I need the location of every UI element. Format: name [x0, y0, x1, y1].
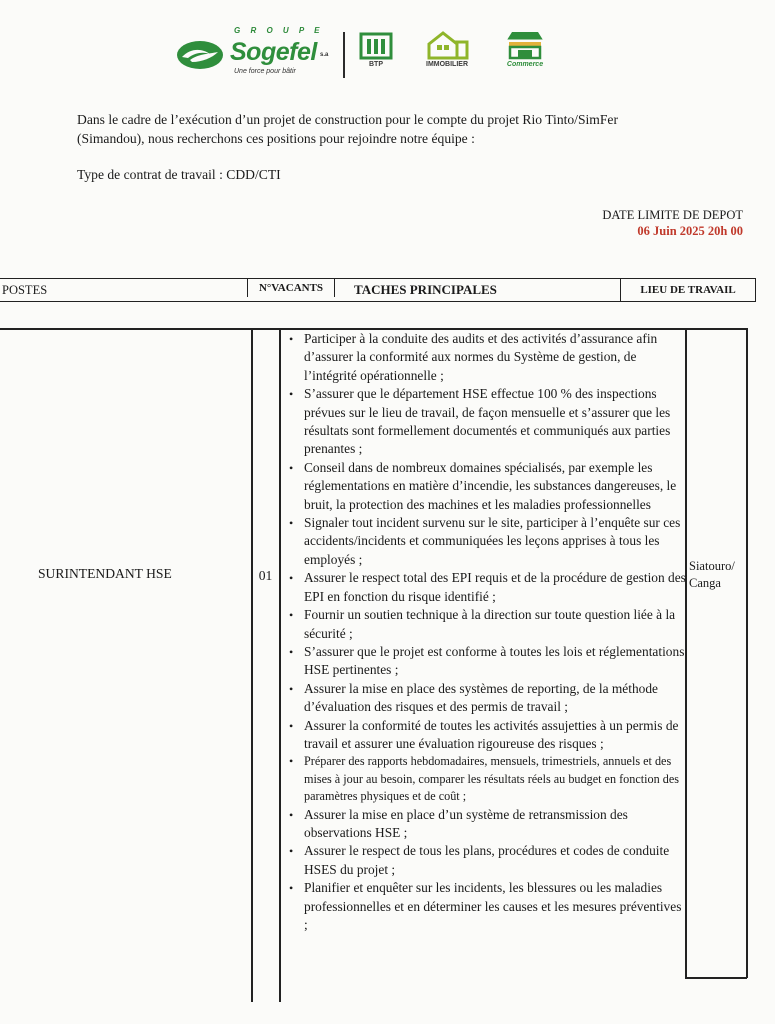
- header-postes: POSTES: [2, 283, 48, 297]
- deadline-block: [602, 207, 743, 239]
- list-item: • Assurer le respect de tous les plans, procédures et codes de conduite HSES du projet ;: [288, 842, 686, 879]
- header-logos: [172, 22, 572, 84]
- list-item: • Fournir un soutien technique à la direction sur toute question liée à la sécurité ;: [288, 606, 686, 643]
- handshake-icon: [176, 40, 224, 70]
- list-item: • Assurer la conformité de toutes les activités assujetties à un permis de travail et assurer une évaluation rigoureuse des risques ;: [288, 717, 686, 754]
- cell-poste: SURINTENDANT HSE: [38, 566, 172, 581]
- list-item: • Assurer le respect total des EPI requis et de la procédure de gestion des EPI en fonction du risque identifié ;: [288, 569, 686, 606]
- intro-paragraph: Dans le cadre de l’exécution d’un projet de construction pour le compte du projet Rio Tinto/SimFer (Simandou), nous recherchons ces positions pour rejoindre notre équipe :: [77, 112, 618, 146]
- logo-divider: [343, 32, 345, 78]
- column-divider: [746, 328, 748, 978]
- contract-type: Type de contrat de travail : CDD/CTI: [77, 167, 281, 182]
- list-item: • Participer à la conduite des audits et des activités d’assurance afin d’assurer la conformité aux normes du Système de gestion, de l’intégrité opérationnelle ;: [288, 330, 686, 385]
- list-item: • Préparer des rapports hebdomadaires, mensuels, trimestriels, annuels et des mises à jour au besoin, comparer les résultats réels au budget en fonction des paramètres physiques et de coût ;: [288, 753, 686, 805]
- unit-immobilier-label: IMMOBILIER: [426, 61, 468, 68]
- house-icon: [425, 30, 469, 60]
- unit-immobilier: [408, 30, 486, 68]
- sogefel-logo: [172, 28, 337, 80]
- table-header: [0, 278, 756, 302]
- unit-commerce: [496, 30, 554, 68]
- list-item: • Signaler tout incident survenu sur le site, participer à l’enquête sur ces accidents/incidents et communiquées les leçons apprises à tous les employés ;: [288, 514, 686, 569]
- brand-group-label: G R O U P E: [234, 26, 324, 35]
- brand-suffix: s.a: [320, 52, 329, 58]
- list-item: • Assurer la mise en place des systèmes de reporting, de la méthode d’évaluation des risques et des permis de travail ;: [288, 680, 686, 717]
- deadline-label: DATE LIMITE DE DEPOT: [602, 208, 743, 222]
- cell-vacants: 01: [258, 568, 273, 583]
- storefront-icon: [504, 30, 546, 60]
- unit-btp: [355, 30, 397, 68]
- header-lieu: LIEU DE TRAVAIL: [620, 279, 756, 301]
- column-divider: [251, 328, 253, 1002]
- header-taches: TACHES PRINCIPALES: [354, 282, 497, 297]
- list-item: • Assurer la mise en place d’un système de retransmission des observations HSE ;: [288, 806, 686, 843]
- list-item: • Conseil dans de nombreux domaines spécialisés, par exemple les réglementations en matière d’incendie, les substances dangereuses, le bruit, la protection des machines et les maladies professionnelles: [288, 459, 686, 514]
- brand-tagline: Une force pour bâtir: [234, 68, 296, 75]
- task-list: [288, 330, 686, 934]
- cell-lieu: Siatouro/ Canga: [689, 559, 735, 590]
- brand-name: Sogefel: [230, 38, 317, 66]
- unit-btp-label: BTP: [369, 61, 383, 68]
- row-bottom-border: [685, 977, 747, 979]
- unit-commerce-label: Commerce: [506, 61, 544, 68]
- list-item: • Planifier et enquêter sur les incidents, les blessures ou les maladies professionnelles et en déterminer les causes et les mesures préventives ;: [288, 879, 686, 934]
- header-vacants: N°VACANTS: [247, 279, 335, 297]
- column-divider: [279, 328, 281, 1002]
- list-item: • S’assurer que le projet est conforme à toutes les lois et réglementations HSE pertinentes ;: [288, 643, 686, 680]
- building-icon: [359, 30, 393, 60]
- deadline-date: 06 Juin 2025 20h 00: [637, 224, 743, 238]
- list-item: • S’assurer que le département HSE effectue 100 % des inspections prévues sur le lieu de travail, de façon mensuelle et s’assurer que les résultats sont formellement documentés et communiqués aux parties prenantes ;: [288, 385, 686, 459]
